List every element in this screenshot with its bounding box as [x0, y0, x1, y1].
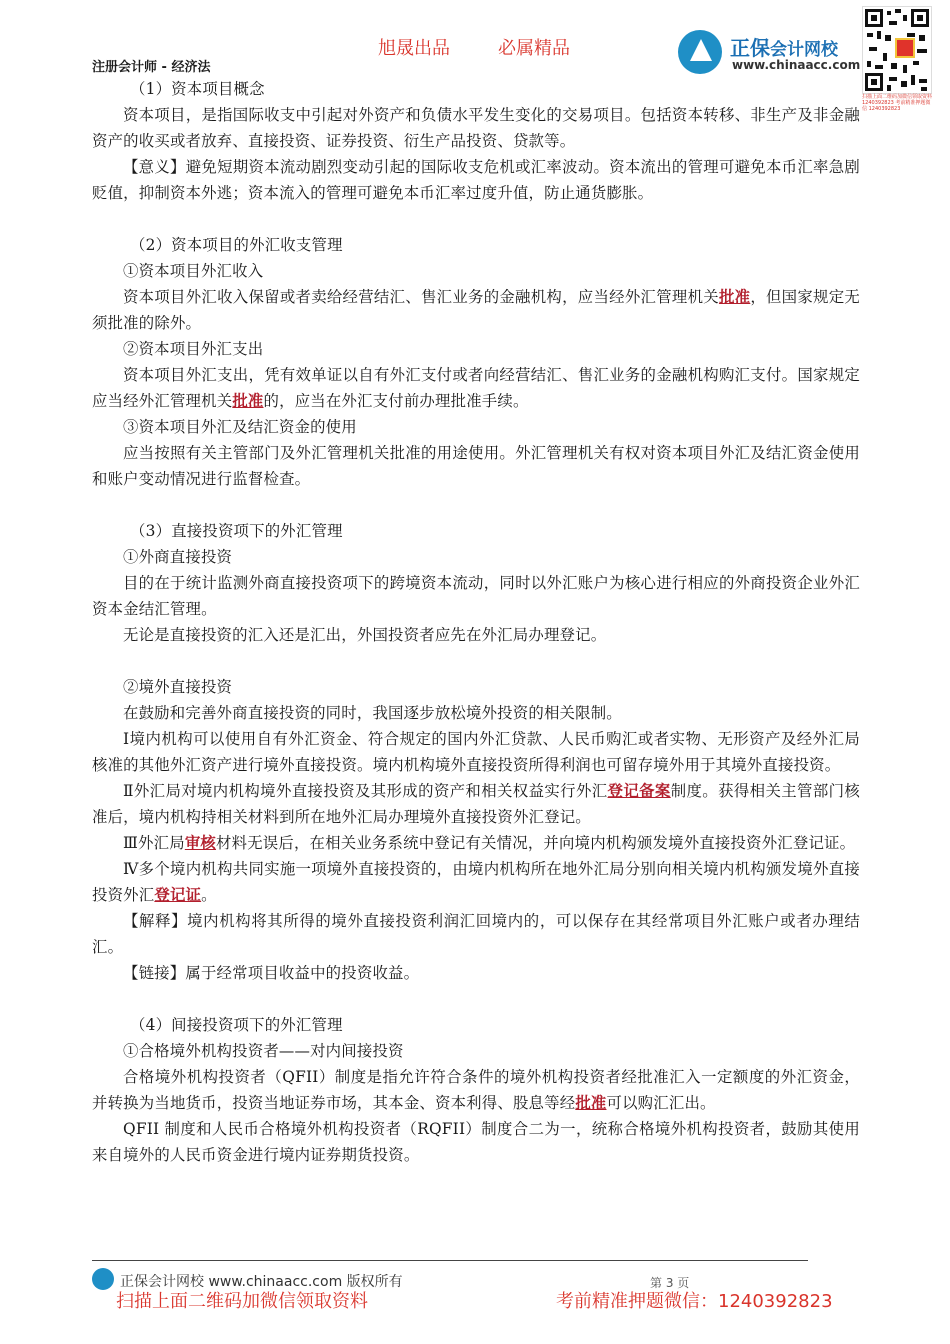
section-2-subtitle-1: ①资本项目外汇收入 — [123, 262, 264, 280]
highlight-approval: 批准 — [718, 288, 751, 306]
section-2-paragraph-1: 资本项目外汇收入保留或者卖给经营结汇、售汇业务的金融机构，应当经外汇管理机关批准，但国家规定无须批准的除外。 — [92, 288, 860, 332]
section-3-link-note: 【链接】属于经常项目收益中的投资收益。 — [123, 964, 420, 982]
highlight-review: 审核 — [184, 834, 217, 852]
header-slogan-left: 旭晟出品 — [378, 38, 450, 59]
section-2-paragraph-2: 资本项目外汇支出，凭有效单证以自有外汇支付或者向经营结汇、售汇业务的金融机构购汇支付。国家规定应当经外汇管理机关批准的，应当在外汇支付前办理批准手续。 — [92, 366, 860, 410]
section-3-paragraph-3: 在鼓励和完善外商直接投资的同时，我国逐步放松境外投资的相关限制。 — [123, 704, 622, 722]
section-3-paragraph-4: Ⅰ境内机构可以使用自有外汇资金、符合规定的国内外汇贷款、人民币购汇或者实物、无形资产及经外汇局核准的其他外汇资产进行境外直接投资。境内机构境外直接投资所得利润也可留存境外用于其境外直接投资。 — [92, 730, 860, 774]
footer-copyright: 正保会计网校 www.chinaacc.com 版权所有 — [120, 1274, 403, 1290]
section-3-subtitle-1: ①外商直接投资 — [123, 548, 233, 566]
logo-url: www.chinaacc.com — [732, 58, 861, 72]
header-slogan-right: 必属精品 — [498, 38, 570, 59]
footer-logo-icon — [92, 1268, 114, 1290]
section-1-title: （1）资本项目概念 — [130, 80, 265, 98]
section-2-paragraph-3: 应当按照有关主管部门及外汇管理机关批准的用途使用。外汇管理机关有权对资本项目外汇及结汇资金使用和账户变动情况进行监督检查。 — [92, 444, 860, 488]
section-2-subtitle-2: ②资本项目外汇支出 — [123, 340, 264, 358]
section-2-title: （2）资本项目的外汇收支管理 — [130, 236, 343, 254]
section-3-paragraph-2: 无论是直接投资的汇入还是汇出，外国投资者应先在外汇局办理登记。 — [123, 626, 607, 644]
highlight-approval: 批准 — [575, 1094, 607, 1112]
qr-center-badge-icon — [895, 38, 915, 58]
document-body — [92, 76, 860, 1168]
footer-promo-right: 考前精准押题微信：1240392823 — [556, 1291, 833, 1312]
section-3-paragraph-1: 目的在于统计监测外商直接投资项下的跨境资本流动，同时以外汇账户为核心进行相应的外商投资企业外汇资本金结汇管理。 — [92, 574, 860, 618]
footer-divider — [92, 1260, 808, 1261]
chinaacc-logo — [678, 28, 861, 78]
section-3-paragraph-7: Ⅳ多个境内机构共同实施一项境外直接投资的，由境内机构所在地外汇局分别向相关境内机构颁发境外直接投资外汇登记证。 — [92, 860, 860, 904]
logo-name: 正保会计网校 — [730, 36, 838, 60]
section-3-paragraph-5: Ⅱ外汇局对境内机构境外直接投资及其形成的资产和相关权益实行外汇登记备案制度。获得相关主管部门核准后，境内机构持相关材料到所在地外汇局办理境外直接投资外汇登记。 — [92, 782, 860, 826]
highlight-certificate: 登记证 — [154, 886, 202, 904]
page-number: 第 3 页 — [650, 1276, 690, 1290]
course-title: 注册会计师 - 经济法 — [92, 60, 211, 75]
section-4-paragraph-1: 合格境外机构投资者（QFII）制度是指允许符合条件的境外机构投资者经批准汇入一定额度的外汇资金，并转换为当地货币，投资当地证券市场，其本金、资本利得、股息等经批准可以购汇汇出。 — [92, 1068, 860, 1112]
section-4-paragraph-2: QFII 制度和人民币合格境外机构投资者（RQFII）制度合二为一，统称合格境外机构投资者，鼓励其使用来自境外的人民币资金进行境内证券期货投资。 — [92, 1120, 860, 1164]
section-1-paragraph-2: 【意义】避免短期资本流动剧烈变动引起的国际收支危机或汇率波动。资本流出的管理可避免本币汇率急剧贬值，抑制资本外逃；资本流入的管理可避免本币汇率过度升值，防止通货膨胀。 — [92, 158, 860, 202]
section-3-subtitle-2: ②境外直接投资 — [123, 678, 233, 696]
qr-caption: 扫描上面二维码加微信领取资料 1240392823 考前精准押题微信 1240392823 — [862, 94, 933, 112]
section-4-subtitle-1: ①合格境外机构投资者——对内间接投资 — [123, 1042, 404, 1060]
section-1-paragraph-1: 资本项目，是指国际收支中引起对外资产和负债水平发生变化的交易项目。包括资本转移、非生产及非金融资产的收买或者放弃、直接投资、证券投资、衍生产品投资、贷款等。 — [92, 106, 860, 150]
highlight-registration: 登记备案 — [607, 782, 671, 800]
section-2-subtitle-3: ③资本项目外汇及结汇资金的使用 — [123, 418, 357, 436]
highlight-approval: 批准 — [232, 392, 264, 410]
section-3-paragraph-6: Ⅲ外汇局审核材料无误后，在相关业务系统中登记有关情况，并向境内机构颁发境外直接投资外汇登记证。 — [123, 834, 856, 852]
footer-promo-left: 扫描上面二维码加微信领取资料 — [116, 1291, 368, 1312]
section-3-title: （3）直接投资项下的外汇管理 — [130, 522, 343, 540]
section-3-explanation: 【解释】境内机构将其所得的境外直接投资利润汇回境内的，可以保存在其经常项目外汇账户或者办理结汇。 — [92, 912, 860, 956]
section-4-title: （4）间接投资项下的外汇管理 — [130, 1016, 343, 1034]
logo-mark-icon — [678, 30, 722, 74]
